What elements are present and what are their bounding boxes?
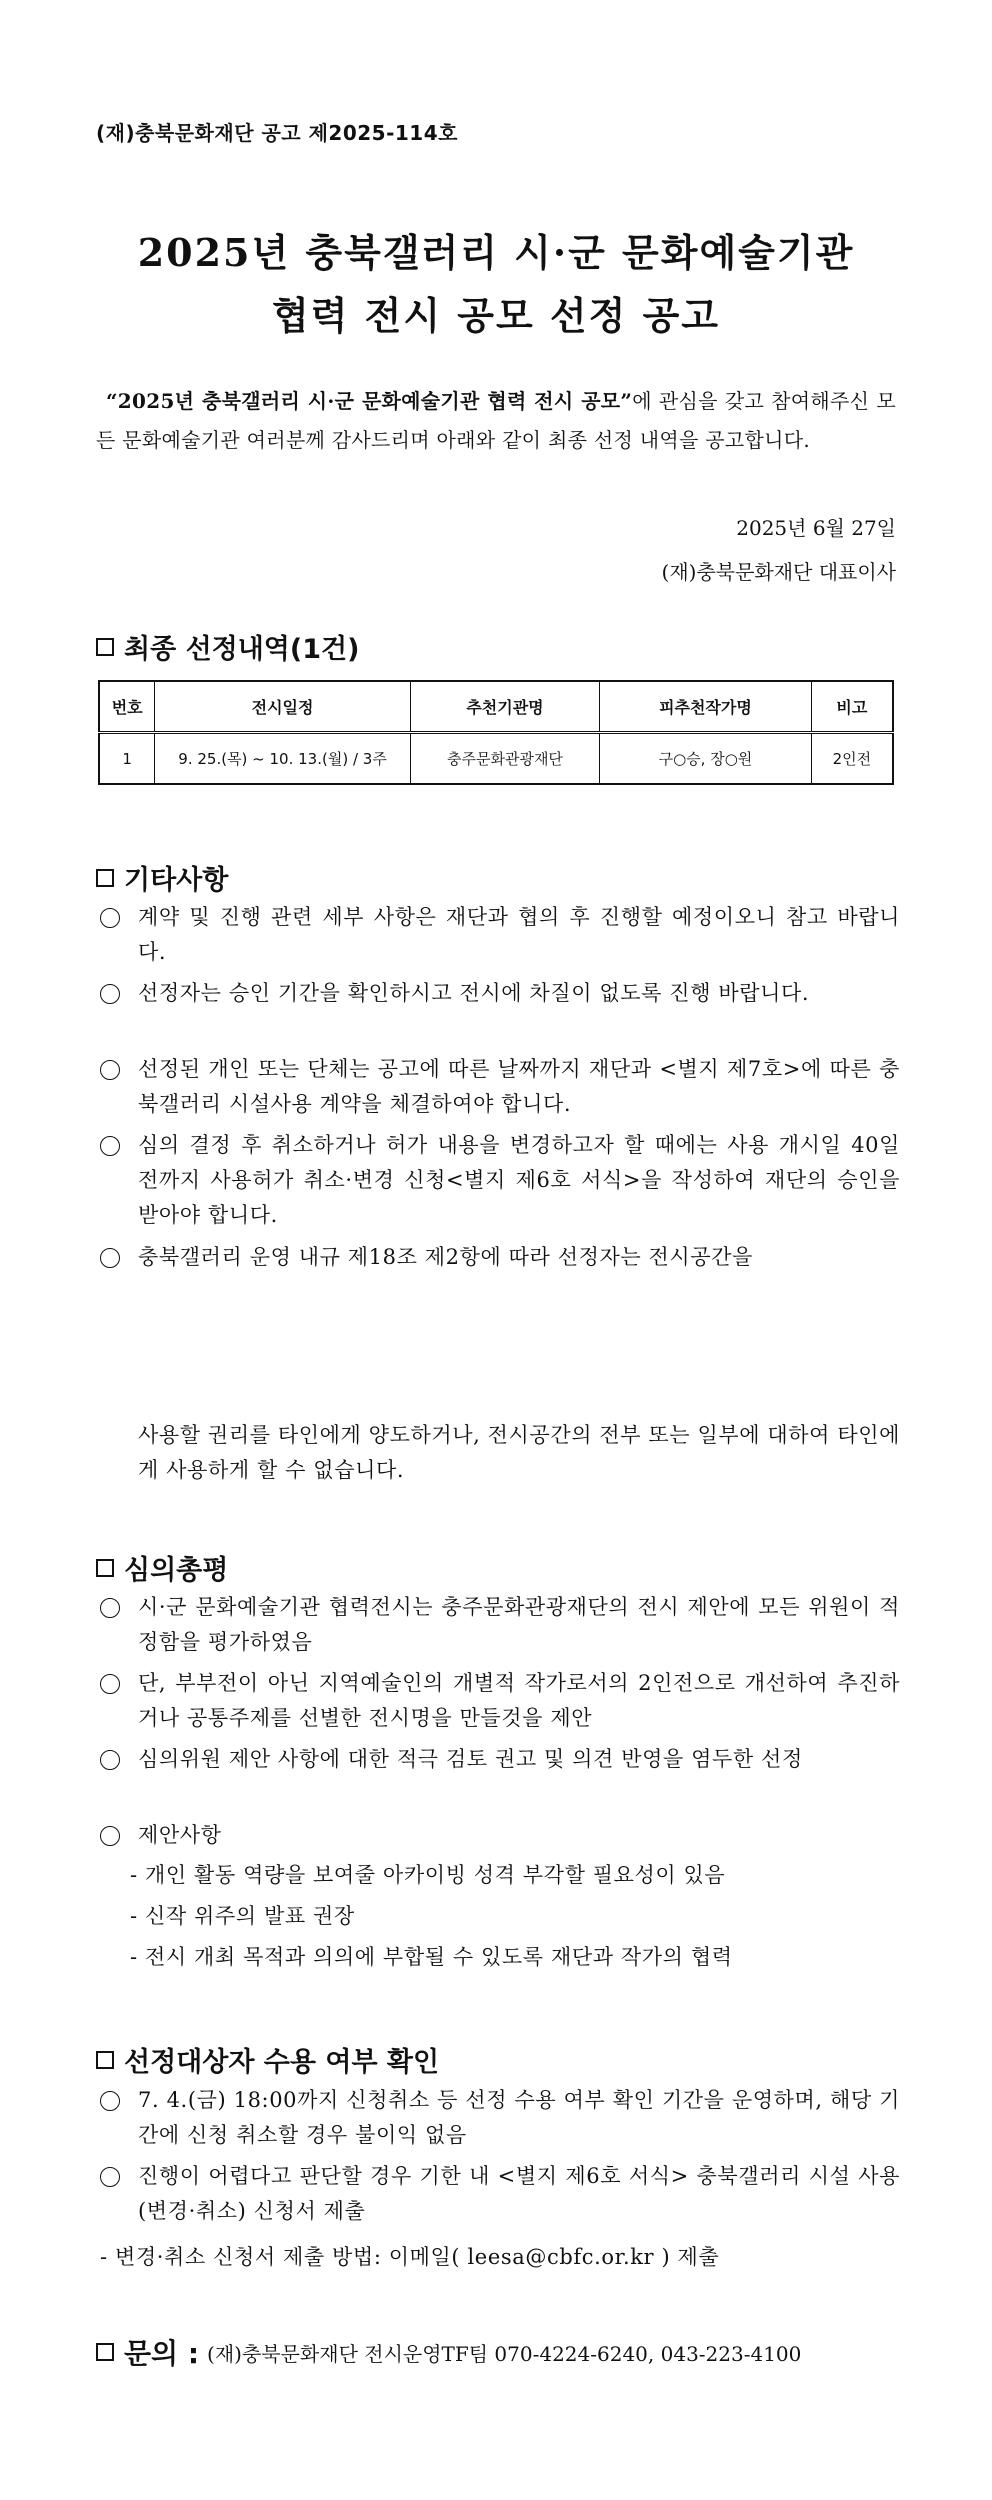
list-item: 제안사항	[100, 1818, 900, 1853]
table-cell: 구○승, 장○원	[600, 733, 811, 785]
circle-bullet-icon	[100, 2167, 120, 2187]
circle-bullet-icon	[100, 1060, 120, 1080]
announcement-date: 2025년 6월 27일	[736, 516, 896, 540]
table-header-row	[99, 681, 893, 733]
circle-bullet-icon	[100, 2091, 120, 2111]
circle-bullet-icon	[100, 1750, 120, 1770]
list-item: 계약 및 진행 관련 세부 사항은 재단과 협의 후 진행할 예정이오니 참고 바랍니다.	[100, 900, 900, 970]
circle-bullet-icon	[100, 1826, 120, 1846]
table-row	[99, 733, 893, 785]
list-item: 진행이 어렵다고 판단할 경우 기한 내 <별지 제6호 서식> 충북갤러리 시설 사용 (변경·취소) 신청서 제출	[100, 2159, 900, 2229]
column-header: 피추천작가명	[600, 681, 811, 733]
list-item: 선정자는 승인 기간을 확인하시고 전시에 차질이 없도록 진행 바랍니다.	[100, 976, 900, 1011]
list-item: 심의위원 제안 사항에 대한 적극 검토 권고 및 의견 반영을 염두한 선정	[100, 1742, 900, 1777]
checkbox-square-icon	[96, 638, 114, 656]
issuer: (재)충북문화재단 대표이사	[661, 560, 896, 584]
checkbox-square-icon	[96, 869, 114, 887]
contact-line	[96, 2332, 801, 2372]
column-header: 추천기관명	[410, 681, 600, 733]
list-item: 7. 4.(금) 18:00까지 신청취소 등 선정 수용 여부 확인 기간을 운영하며, 해당 기간에 신청 취소할 경우 불이익 없음	[100, 2083, 900, 2153]
column-header: 비고	[811, 681, 893, 733]
table-cell: 1	[99, 733, 155, 785]
intro-rest: 에 관심을 갖고 참여해주신 모든 문화예술기관 여러분께 감사드리며 아래와 같이 최종 선정 내역을 공고합니다.	[96, 389, 896, 452]
list-item: 시·군 문화예술기관 협력전시는 충주문화관광재단의 전시 제안에 모든 위원이 적정함을 평가하였음	[100, 1590, 900, 1660]
list-item: 단, 부부전이 아닌 지역예술인의 개별적 작가로서의 2인전으로 개선하여 추진하거나 공통주제를 선별한 전시명을 만들것을 제안	[100, 1666, 900, 1736]
table-cell: 9. 25.(목) ~ 10. 13.(월) / 3주	[155, 733, 410, 785]
table-cell: 충주문화관광재단	[410, 733, 600, 785]
intro-paragraph	[96, 382, 896, 460]
list-item: 충북갤러리 운영 내규 제18조 제2항에 따라 선정자는 전시공간을	[100, 1240, 900, 1275]
table-cell: 2인전	[811, 733, 893, 785]
section-review-heading	[96, 1548, 228, 1587]
intro-quote: “2025년 충북갤러리 시·군 문화예술기관 협력 전시 공모”	[106, 389, 633, 413]
circle-bullet-icon	[100, 908, 120, 928]
section-acceptance-title: 선정대상자 수용 여부 확인	[124, 2047, 440, 2078]
section-review-title: 심의총평	[124, 1555, 229, 1586]
section-selection-heading	[96, 627, 359, 666]
circle-bullet-icon	[100, 1674, 120, 1694]
notice-number: (재)충북문화재단 공고 제2025-114호	[96, 121, 458, 145]
checkbox-square-icon	[96, 2343, 114, 2361]
column-header: 번호	[99, 681, 155, 733]
email-note: - 변경·취소 신청서 제출 방법: 이메일( leesa@cbfc.or.kr ) 제출	[100, 2245, 720, 2269]
circle-bullet-icon	[100, 1248, 120, 1268]
section-misc-title: 기타사항	[124, 865, 229, 896]
list-item: 심의 결정 후 취소하거나 허가 내용을 변경하고자 할 때에는 사용 개시일 40일 전까지 사용허가 취소·변경 신청<별지 제6호 서식>을 작성하여 재단의 승인을 받아야 합니다.	[100, 1128, 900, 1233]
section-selection-title: 최종 선정내역(1건)	[124, 634, 360, 665]
circle-bullet-icon	[100, 1598, 120, 1618]
page-title-line2: 협력 전시 공모 선정 공고	[272, 293, 720, 338]
checkbox-square-icon	[96, 1559, 114, 1577]
checkbox-square-icon	[96, 2051, 114, 2069]
sub-item: - 신작 위주의 발표 권장	[130, 1904, 355, 1928]
section-misc-heading	[96, 858, 228, 897]
contact-text: (재)충북문화재단 전시운영TF팀 070-4224-6240, 043-223-4100	[207, 2341, 802, 2366]
section-acceptance-heading	[96, 2040, 439, 2079]
selection-table	[98, 680, 894, 785]
column-header: 전시일정	[155, 681, 410, 733]
list-item-continuation: 사용할 권리를 타인에게 양도하거나, 전시공간의 전부 또는 일부에 대하여 타인에게 사용하게 할 수 없습니다.	[138, 1423, 900, 1482]
sub-item: - 전시 개최 목적과 의의에 부합될 수 있도록 재단과 작가의 협력	[130, 1945, 733, 1969]
contact-label: 문의 :	[124, 2337, 200, 2370]
circle-bullet-icon	[100, 984, 120, 1004]
circle-bullet-icon	[100, 1136, 120, 1156]
list-item: 선정된 개인 또는 단체는 공고에 따른 날짜까지 재단과 <별지 제7호>에 따른 충북갤러리 시설사용 계약을 체결하여야 합니다.	[100, 1052, 900, 1122]
page-title-line1: 2025년 충북갤러리 시·군 문화예술기관	[137, 230, 855, 275]
sub-item: - 개인 활동 역량을 보여줄 아카이빙 성격 부각할 필요성이 있음	[130, 1863, 726, 1887]
